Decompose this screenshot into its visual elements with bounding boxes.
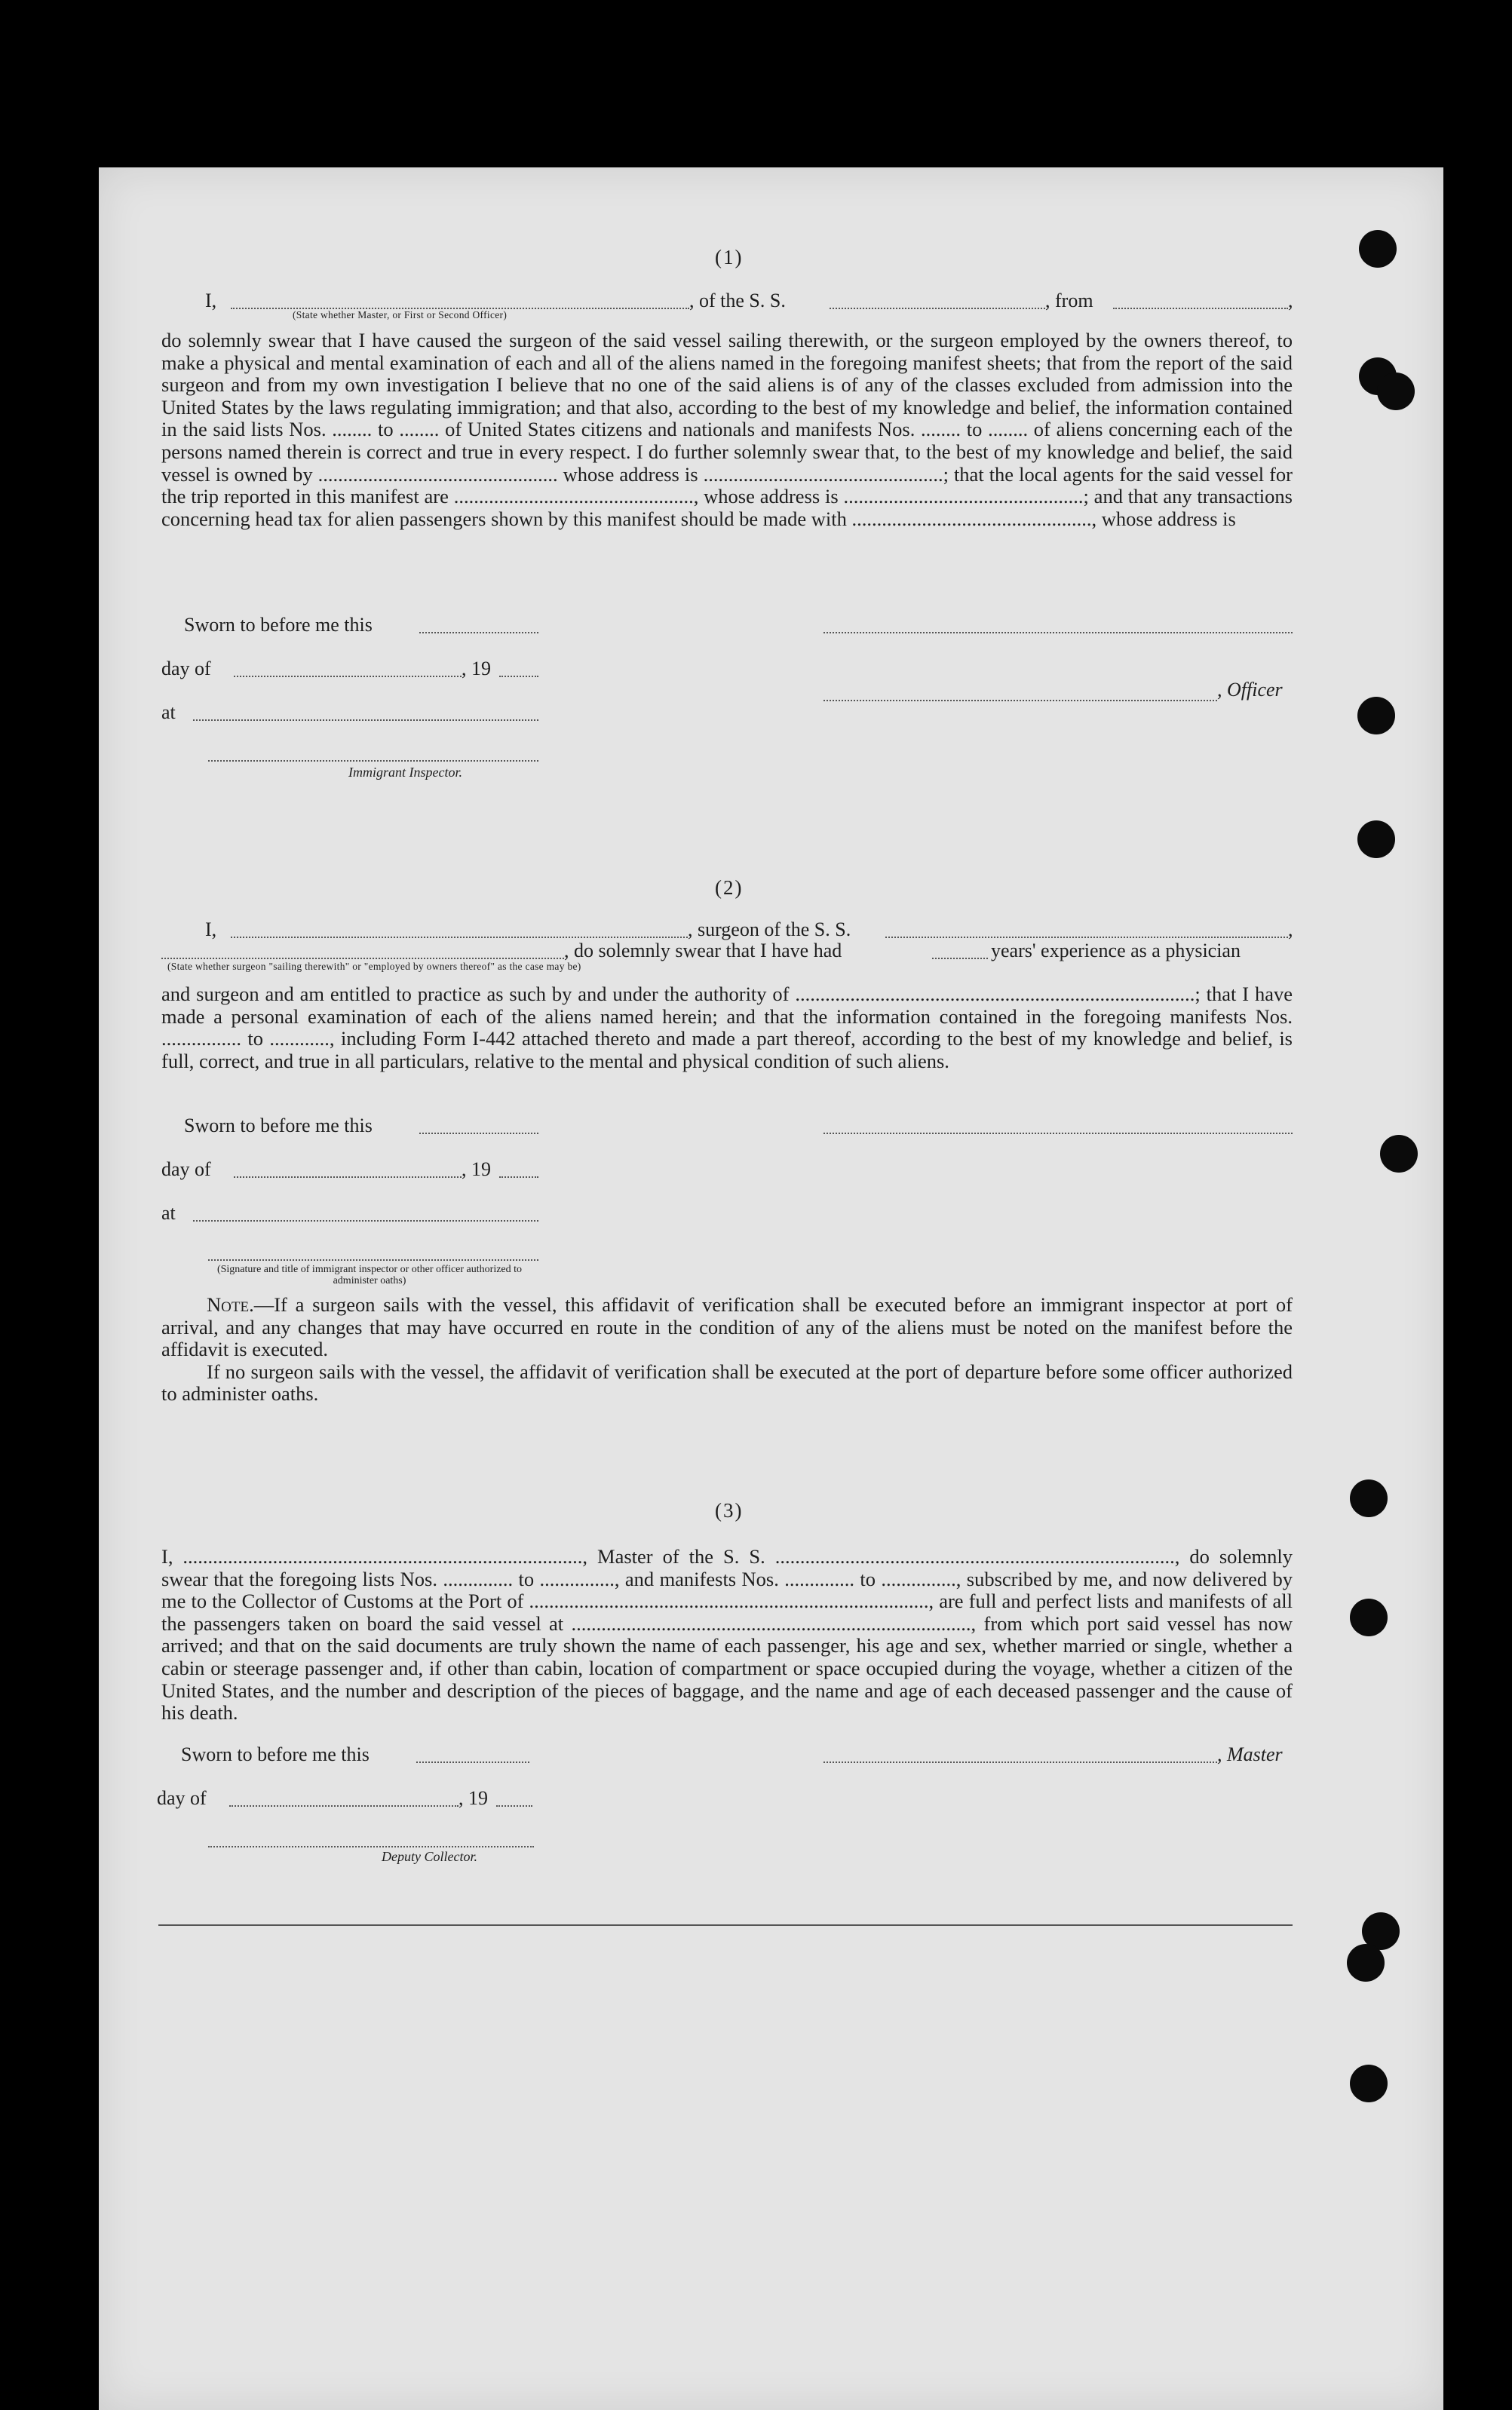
binder-hole	[1350, 1479, 1388, 1517]
year-label: , 19	[459, 1787, 488, 1809]
section-number: (1)	[715, 246, 744, 268]
surgeon-signature-blank	[823, 1133, 1293, 1134]
deputy-signature-blank	[208, 1846, 534, 1847]
at-label: at	[161, 1202, 176, 1224]
year-label: , 19	[462, 1158, 491, 1180]
deputy-collector-caption: Deputy Collector.	[382, 1849, 477, 1864]
sworn-label: Sworn to before me this	[181, 1743, 370, 1765]
binder-hole	[1357, 697, 1395, 734]
intro-i: I,	[205, 290, 217, 311]
sworn-date-blank	[419, 1133, 538, 1134]
officer-title-blank	[823, 700, 1217, 701]
binder-hole	[1347, 1944, 1385, 1982]
section-number: (3)	[715, 1499, 744, 1522]
binder-hole	[1350, 2065, 1388, 2102]
inspector-signature-blank	[208, 760, 538, 762]
from-port-blank	[1113, 308, 1288, 309]
year-blank	[499, 676, 538, 677]
year-blank	[496, 1805, 532, 1807]
day-of-label: day of	[161, 1158, 211, 1180]
state-note: (State whether surgeon "sailing therewith" or "employed by owners thereof" as the case may be)	[167, 961, 581, 972]
from-label: , from	[1045, 290, 1093, 311]
at-blank	[193, 1220, 538, 1222]
state-note: (State whether Master, or First or Second Officer)	[293, 309, 508, 320]
vessel-name-blank	[830, 308, 1045, 309]
sworn-date-blank	[416, 1762, 529, 1763]
do-solemnly-label: , do solemnly swear that I have had	[564, 940, 842, 961]
years-blank	[932, 958, 988, 959]
immigrant-inspector-caption: Immigrant Inspector.	[348, 765, 462, 780]
day-of-label: day of	[157, 1787, 207, 1809]
binder-hole	[1380, 1135, 1418, 1173]
of-the-ss-label: , of the S. S.	[689, 290, 786, 311]
note-paragraph	[161, 1294, 1293, 1406]
at-blank	[193, 719, 538, 721]
master-paragraph: I, ................................................................................, Master of the S. S. ................................................................................, do solemnly swear that the foregoing lists Nos. .............. to ..............., and manifests Nos. .............. to ..............., subscribed by me, and now delivered by me to the Collector of Customs at the Port of ................................................................................, are full and perfect lists and manifests of all the passengers taken on board the said vessel at ................................................................................, from which port said vessel has now arrived; and that on the said documents are truly shown the name of each passenger, his age and sex, whether married or single, whether a cabin or steerage passenger and, if other than cabin, location of compartment or space occupied during the voyage, whether a citizen of the United States, and the number and description of the pieces of baggage, and the name and age of each deceased passenger and the cause of his death.	[161, 1545, 1293, 1725]
binder-hole	[1350, 1599, 1388, 1636]
sworn-label: Sworn to before me this	[184, 614, 373, 636]
affidavit-paragraph: do solemnly swear that I have caused the surgeon of the said vessel sailing therewith, or the surgeon employed by the owners thereof, to make a physical and mental examination of each and all of the aliens named in the foregoing manifest sheets; that from the report of the said surgeon and from my own investigation I believe that no one of the said aliens is of any of the classes excluded from admission into the United States by the laws regulating immigration; and that also, according to the best of my knowledge and belief, the information contained in the said lists Nos. ........ to ........ of United States citizens and nationals and manifests Nos. ........ to ........ of aliens concerning each of the persons named therein is correct and true in every respect. I do further solemnly swear that, to the best of my knowledge and belief, the said vessel is owned by ................................................ whose address is ................................................; that the local agents for the said vessel for the trip reported in this manifest are ................................................, whose address is ................................................; and that any transactions concerning head tax for alien passengers shown by this manifest should be made with ................................................, whose address is	[161, 329, 1293, 530]
section-number: (2)	[715, 876, 744, 899]
intro-i: I,	[205, 918, 217, 940]
note-label: Note.	[207, 1293, 254, 1316]
year-blank	[499, 1176, 538, 1178]
vessel-name-blank	[885, 937, 1288, 938]
signature-note: (Signature and title of immigrant inspector or other officer authorized to administer oaths)	[216, 1264, 523, 1286]
year-label: , 19	[462, 658, 491, 679]
sworn-date-blank	[419, 632, 538, 633]
at-label: at	[161, 701, 176, 723]
bottom-rule	[158, 1924, 1293, 1926]
officer-signature-blank	[823, 632, 1293, 633]
master-signature-blank	[823, 1762, 1217, 1763]
sworn-label: Sworn to before me this	[184, 1115, 373, 1136]
inspector-signature-blank	[208, 1259, 538, 1261]
binder-hole	[1357, 820, 1395, 858]
surgeon-of-label: , surgeon of the S. S.	[688, 918, 851, 940]
binder-hole	[1377, 373, 1415, 410]
years-experience-label: years' experience as a physician	[991, 940, 1241, 961]
note-text-2: If no surgeon sails with the vessel, the affidavit of verification shall be executed at the port of departure before some officer authorized to administer oaths.	[161, 1360, 1293, 1406]
day-of-label: day of	[161, 658, 211, 679]
day-of-blank	[234, 1176, 462, 1178]
surgeon-paragraph: and surgeon and am entitled to practice as such by and under the authority of ................................................................................; that I have made a personal examination of each of the aliens named herein; and that the information contained in the foregoing manifests Nos. ................ to ............, including Form I-442 attached thereto and made a part thereof, according to the best of my knowledge and belief, is full, correct, and true in all particulars, relative to the mental and physical condition of such aliens.	[161, 983, 1293, 1072]
officer-label: , Officer	[1217, 679, 1283, 701]
day-of-blank	[234, 676, 462, 677]
surgeon-name-blank	[231, 937, 688, 938]
master-label: , Master	[1217, 1743, 1283, 1765]
note-text: —If a surgeon sails with the vessel, this affidavit of verification shall be executed before an immigrant inspector at port of arrival, and any changes that may have occurred en route in the condition of any of the aliens must be noted on the manifest before the affidavit is executed.	[161, 1293, 1293, 1361]
binder-hole	[1359, 230, 1397, 268]
surgeon-status-blank	[161, 958, 564, 959]
day-of-blank	[229, 1805, 459, 1807]
